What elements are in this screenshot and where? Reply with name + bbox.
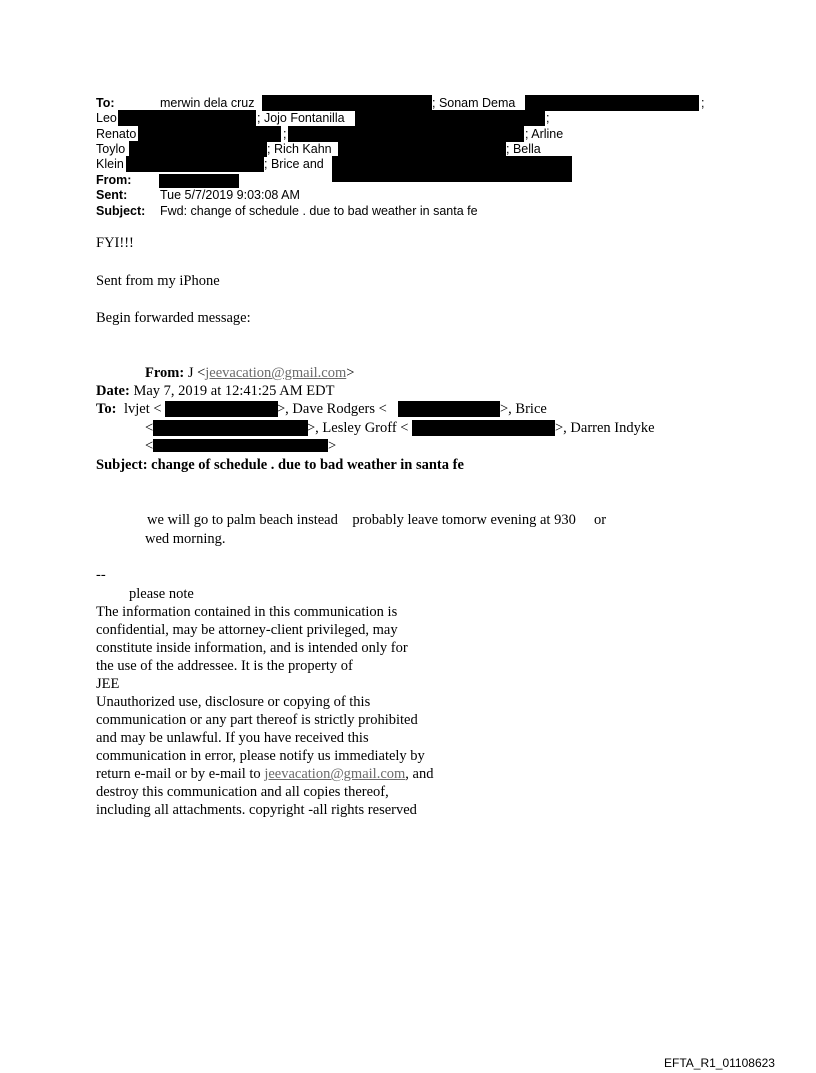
redaction-box: [153, 420, 308, 436]
separator-text: <: [145, 438, 154, 454]
forwarded-subject: Subject: change of schedule . due to bad weather in santa fe: [96, 457, 464, 473]
disclaimer-line: including all attachments. copyright -all rights reserved: [96, 802, 417, 818]
forwarded-date-value: May 7, 2019 at 12:41:25 AM EDT: [133, 383, 335, 399]
disclaimer-line: and may be unlawful. If you have received this: [96, 730, 369, 746]
separator-text: >: [328, 438, 337, 454]
recipient-name: lvjet <: [124, 401, 162, 417]
recipient-name: Toylo: [96, 142, 126, 156]
redaction-box: [332, 156, 572, 182]
forwarded-from-email-link[interactable]: jeevacation@gmail.com: [205, 365, 347, 381]
redaction-box: [412, 420, 555, 436]
redaction-box: [126, 156, 264, 172]
redaction-box: [355, 110, 545, 126]
message-line: wed morning.: [145, 531, 226, 547]
disclaimer-line: confidential, may be attorney-client privileged, may: [96, 622, 398, 638]
disclaimer-line: The information contained in this communication is: [96, 604, 398, 620]
redaction-box: [338, 141, 506, 157]
disclaimer-line: communication or any part thereof is strictly prohibited: [96, 712, 418, 728]
recipient-name: >, Dave Rodgers <: [277, 401, 387, 417]
recipient-name: >, Brice: [500, 401, 547, 417]
redaction-box: [118, 110, 256, 126]
disclaimer-line: constitute inside information, and is intended only for: [96, 640, 408, 656]
separator-text: ;: [701, 96, 705, 110]
disclaimer-block: [96, 603, 433, 819]
forwarded-from-label: From:: [145, 365, 185, 381]
document-id: EFTA_R1_01108623: [664, 1056, 775, 1070]
recipient-name: >, Lesley Groff <: [307, 420, 409, 436]
fyi-text: FYI!!!: [96, 235, 134, 251]
disclaimer-line: Unauthorized use, disclosure or copying of this: [96, 694, 371, 710]
redaction-box: [262, 95, 432, 111]
from-label: From:: [96, 173, 132, 187]
recipient-name: ; Jojo Fontanilla: [257, 111, 345, 125]
to-label: To:: [96, 96, 115, 110]
redaction-box: [398, 401, 500, 417]
recipient-name: merwin dela cruz: [160, 96, 255, 110]
redaction-box: [153, 439, 328, 452]
subject-label: Subject:: [96, 204, 146, 218]
forwarded-from-name: J <: [187, 365, 206, 381]
redaction-box: [525, 95, 699, 111]
begin-forwarded-text: Begin forwarded message:: [96, 310, 251, 326]
sent-from-text: Sent from my iPhone: [96, 273, 220, 289]
disclaimer-line: destroy this communication and all copies thereof,: [96, 784, 389, 800]
redaction-box: [288, 126, 524, 142]
recipient-name: Renato: [96, 127, 137, 141]
redaction-box: [159, 174, 239, 188]
forwarded-date-line: [96, 382, 334, 400]
disclaimer-line: [96, 765, 433, 783]
please-note-text: please note: [129, 586, 194, 602]
subject-value: Fwd: change of schedule . due to bad weather in santa fe: [160, 204, 478, 218]
disclaimer-email-link[interactable]: jeevacation@gmail.com: [264, 766, 406, 782]
recipient-name: ; Sonam Dema: [432, 96, 516, 110]
disclaimer-line: communication in error, please notify us immediately by: [96, 748, 425, 764]
forwarded-to-label: To:: [96, 401, 117, 417]
recipient-name: ; Arline: [525, 127, 564, 141]
return-prefix: return e-mail or by e-mail to: [96, 766, 265, 782]
signature-dashes: --: [96, 567, 106, 583]
separator-text: <: [145, 420, 154, 436]
separator-text: ;: [283, 127, 287, 141]
recipient-name: >, Darren Indyke: [555, 420, 655, 436]
recipient-name: Leo: [96, 111, 117, 125]
recipient-name: Klein: [96, 157, 124, 171]
forwarded-from-line: [145, 364, 354, 382]
recipient-name: ; Rich Kahn: [267, 142, 332, 156]
separator-text: ;: [546, 111, 550, 125]
disclaimer-line: JEE: [96, 676, 120, 692]
sent-value: Tue 5/7/2019 9:03:08 AM: [160, 188, 300, 202]
redaction-box: [129, 141, 267, 157]
disclaimer-line: the use of the addressee. It is the property of: [96, 658, 353, 674]
redaction-box: [138, 126, 281, 142]
recipient-name: ; Brice and: [264, 157, 324, 171]
forwarded-date-label: Date:: [96, 383, 130, 399]
sent-label: Sent:: [96, 188, 128, 202]
redaction-box: [165, 401, 278, 417]
forwarded-from-close: >: [346, 365, 355, 381]
message-line: we will go to palm beach instead probably leave tomorw evening at 930 or: [147, 512, 607, 528]
recipient-name: ; Bella: [506, 142, 541, 156]
return-suffix: , and: [405, 766, 434, 782]
